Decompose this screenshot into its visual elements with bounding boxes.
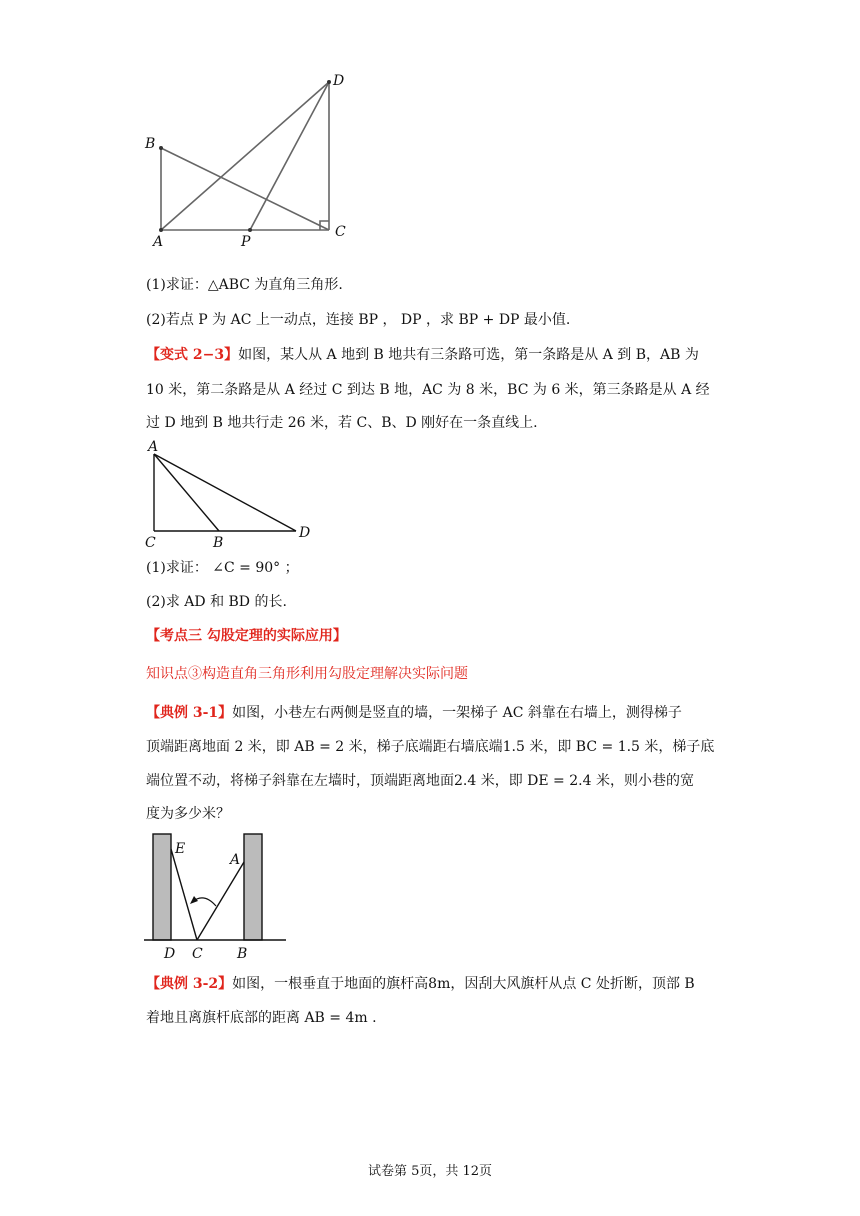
example-3-1-line-2: 顶端距离地面 2 米，即 AB = 2 米，梯子底端距右墙底端1.5 米，即 BC = 1.5 米，梯子底 (146, 739, 715, 755)
label-a: A (230, 852, 241, 868)
label-c: C (145, 535, 156, 551)
page-footer: 试卷第 5页，共 12页 (367, 1164, 493, 1179)
label-d: D (333, 73, 345, 89)
label-p: P (241, 234, 251, 250)
example-3-1-line-1: 【典例 3-1】如图，小巷左右两侧是竖直的墙，一架梯子 AC 斜靠在右墙上，测得梯子 (146, 705, 682, 721)
label-b: B (145, 136, 156, 152)
question-2: (2)若点 P 为 AC 上一动点，连接 BP ， DP ，求 BP + DP 最小值. (146, 312, 571, 328)
figure-triangle-acd (138, 438, 323, 553)
label-a: A (148, 439, 159, 455)
example-tag: 【典例 3-1】 (146, 705, 233, 721)
variant-tag: 【变式 2−3】 (146, 347, 239, 363)
question-3: (1)求证： ∠C = 90° ； (146, 560, 299, 576)
label-c: C (192, 946, 203, 962)
label-d: D (164, 946, 176, 962)
label-e: E (175, 841, 186, 857)
example-3-2-line-2: 着地且离旗杆底部的距离 AB = 4m . (146, 1010, 377, 1026)
example-3-2-line-1: 【典例 3-2】如图，一根垂直于地面的旗杆高8m，因刮大风旗杆从点 C 处折断，顶部 B (146, 976, 695, 992)
label-d: D (299, 525, 311, 541)
label-b: B (213, 535, 224, 551)
example-3-1-line-4: 度为多少米？ (146, 806, 230, 822)
section-heading: 【考点三 勾股定理的实际应用】 (146, 628, 347, 644)
question-1: (1)求证：△ABC 为直角三角形. (146, 277, 343, 293)
label-c: C (335, 224, 346, 240)
knowledge-point: 知识点③构造直角三角形利用勾股定理解决实际问题 (146, 666, 468, 682)
variant-2-3-line-1: 【变式 2−3】如图，某人从 A 地到 B 地共有三条路可选，第一条路是从 A 到 B，AB 为 (146, 347, 699, 363)
figure-triangle-abcd (135, 68, 355, 253)
label-a: A (153, 234, 164, 250)
figure-alley-ladder (140, 828, 290, 963)
example-tag: 【典例 3-2】 (146, 976, 233, 992)
variant-2-3-line-3: 过 D 地到 B 地共行走 26 米，若 C、B、D 刚好在一条直线上. (146, 415, 538, 431)
label-b: B (237, 946, 248, 962)
variant-2-3-line-2: 10 米，第二条路是从 A 经过 C 到达 B 地，AC 为 8 米，BC 为 6 米，第三条路是从 A 经 (146, 382, 710, 398)
question-4: (2)求 AD 和 BD 的长. (146, 594, 287, 610)
example-3-1-line-3: 端位置不动，将梯子斜靠在左墙时，顶端距离地面2.4 米，即 DE = 2.4 米，则小巷的宽 (146, 773, 694, 789)
